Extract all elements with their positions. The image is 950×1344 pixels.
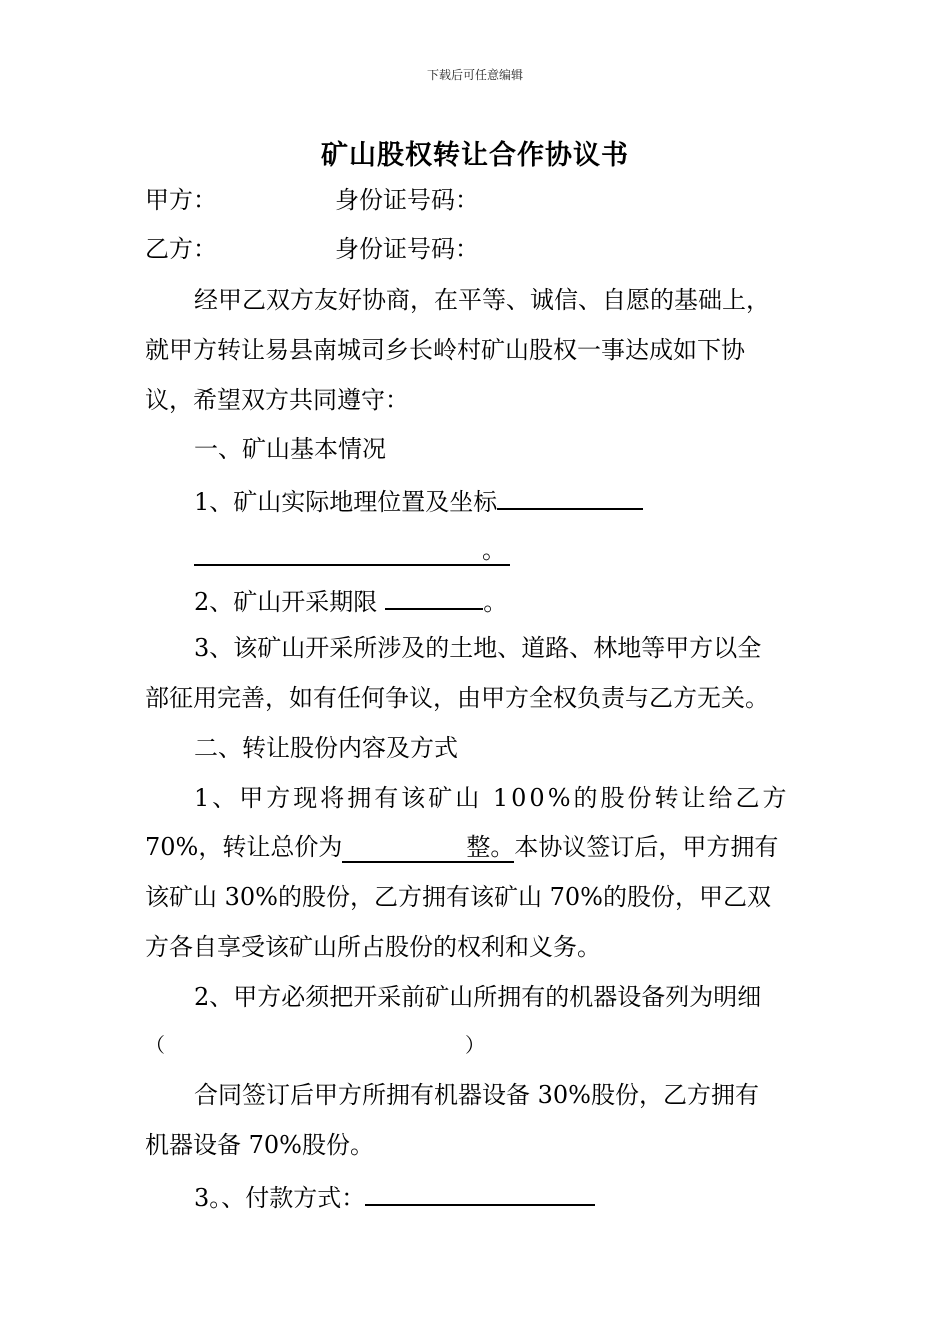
- payment-blank[interactable]: [365, 1178, 595, 1206]
- party-a-label: 甲方：: [145, 186, 217, 214]
- section1-item2: 2、矿山开采期限 。: [194, 582, 507, 619]
- section1-item3-line2: 部征用完善，如有任何争议，由甲方全权负责与乙方无关。: [145, 684, 769, 712]
- party-a-id-label: 身份证号码：: [335, 186, 479, 214]
- section1-item1-text: 1、矿山实际地理位置及坐标: [194, 488, 498, 516]
- intro-line-1: 经甲乙双方友好协商，在平等、诚信、自愿的基础上，: [194, 286, 770, 314]
- section1-item3-line1: 3、该矿山开采所涉及的土地、道路、林地等甲方以全: [194, 634, 762, 662]
- party-b-label: 乙方：: [145, 235, 217, 263]
- party-b-line: [145, 232, 479, 266]
- section1-item2-text: 2、矿山开采期限: [194, 588, 378, 616]
- section2-item1-line2: 70%，转让总价为 整。本协议签订后，甲方拥有: [145, 833, 779, 861]
- section2-item2-line4: 机器设备 70%股份。: [145, 1131, 374, 1159]
- section2-item1-line3: 该矿山 30%的股份，乙方拥有该矿山 70%的股份，甲乙双: [145, 883, 771, 911]
- section1-heading: 一、矿山基本情况: [194, 435, 386, 463]
- document-title: 矿山股权转让合作协议书: [321, 140, 629, 171]
- period-blank[interactable]: [385, 582, 483, 610]
- location-blank[interactable]: [497, 482, 643, 510]
- section2-item1-line4: 方各自享受该矿山所占股份的权利和义务。: [145, 933, 601, 961]
- section2-item3: [194, 1178, 595, 1215]
- party-b-id-label: 身份证号码：: [335, 235, 479, 263]
- section2-item1-line1: 1、甲方现将拥有该矿山 100%的股份转让给乙方: [194, 784, 790, 812]
- section2-heading: 二、转让股份内容及方式: [194, 734, 458, 762]
- header-note: 下载后可任意编辑: [426, 68, 523, 82]
- section1-item1: [194, 482, 643, 519]
- intro-line-3: 议，希望双方共同遵守：: [145, 386, 409, 414]
- intro-line-2: 就甲方转让易县南城司乡长岭村矿山股权一事达成如下协: [145, 336, 745, 364]
- section1-item1-cont: [194, 533, 510, 567]
- party-a-line: [145, 183, 479, 217]
- price-blank[interactable]: 整。: [342, 833, 514, 863]
- section2-item2-line3: 合同签订后甲方所拥有机器设备 30%股份，乙方拥有: [194, 1081, 759, 1109]
- location-blank-2[interactable]: 。: [194, 536, 510, 566]
- section2-item3-text: 3。、付款方式：: [194, 1184, 366, 1212]
- section2-item2-line1: 2、甲方必须把开采前矿山所拥有的机器设备列为明细: [194, 983, 762, 1011]
- equipment-list-paren: （ ）: [145, 1033, 485, 1057]
